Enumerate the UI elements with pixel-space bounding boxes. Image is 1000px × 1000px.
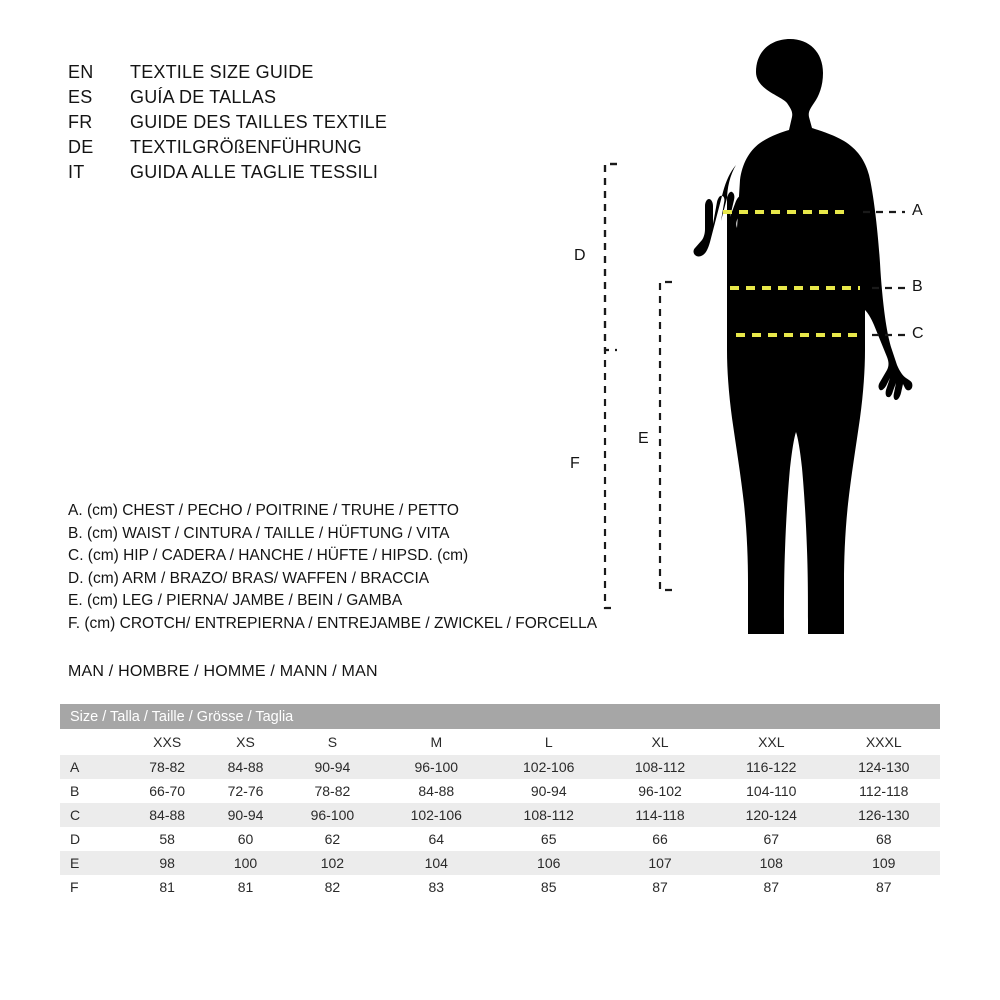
legend-line-f: F. (cm) CROTCH/ ENTREPIERNA / ENTREJAMBE / ZWICKEL / FORCELLA [68,614,598,632]
cell-c-xxs: 84-88 [128,803,206,827]
row-label-e: E [60,851,128,875]
cell-a-m: 96-100 [380,755,492,779]
legend-line-a: A. (cm) CHEST / PECHO / POITRINE / TRUHE / PETTO [68,502,459,519]
cell-f-xl: 87 [605,875,715,899]
title-lang-de: DE [68,137,94,157]
table-row [60,779,940,803]
cell-b-s: 78-82 [285,779,380,803]
col-head-xxs: XXS [128,729,206,755]
title-block [68,62,528,187]
cell-d-xxl: 67 [715,827,827,851]
cell-c-xxxl: 126-130 [828,803,940,827]
table-row [60,755,940,779]
cell-d-xl: 66 [605,827,715,851]
cell-d-xxxl: 68 [828,827,940,851]
callout-label-c: C [912,325,924,342]
table-row [60,827,940,851]
cell-d-xxs: 58 [128,827,206,851]
callout-label-a: A [912,202,923,219]
title-row [68,62,528,87]
cell-a-l: 102-106 [493,755,605,779]
cell-c-l: 108-112 [493,803,605,827]
cell-b-xl: 96-102 [605,779,715,803]
cell-f-l: 85 [493,875,605,899]
table-header-row [60,704,940,729]
cell-a-xl: 108-112 [605,755,715,779]
cell-b-xxxl: 112-118 [828,779,940,803]
cell-b-xxs: 66-70 [128,779,206,803]
table-header-label: Size / Talla / Taille / Grösse / Taglia [60,704,940,729]
col-head-xs: XS [206,729,284,755]
col-head-l: L [493,729,605,755]
col-head-blank [60,729,128,755]
cell-c-xxl: 120-124 [715,803,827,827]
table-row [60,875,940,899]
cell-f-xxl: 87 [715,875,827,899]
cell-f-xxs: 81 [128,875,206,899]
cell-f-xxxl: 87 [828,875,940,899]
legend-line-c: C. (cm) HIP / CADERA / HANCHE / HÜFTE / HIPSD. (cm) [68,547,469,564]
title-lang-fr: FR [68,112,93,132]
title-text-fr: GUIDE DES TAILLES TEXTILE [130,112,388,132]
row-label-b: B [60,779,128,803]
cell-d-l: 65 [493,827,605,851]
title-lang-en: EN [68,62,94,82]
cell-d-m: 64 [380,827,492,851]
cell-e-xxl: 108 [715,851,827,875]
col-head-xxl: XXL [715,729,827,755]
cell-e-xs: 100 [206,851,284,875]
legend-line-e: E. (cm) LEG / PIERNA/ JAMBE / BEIN / GAMBA [68,592,403,609]
cell-a-xxs: 78-82 [128,755,206,779]
cell-f-m: 83 [380,875,492,899]
title-text-es: GUÍA DE TALLAS [130,87,277,107]
title-row [68,162,528,187]
gender-label: MAN / HOMBRE / HOMME / MANN / MAN [68,663,378,680]
row-label-a: A [60,755,128,779]
col-head-s: S [285,729,380,755]
cell-a-s: 90-94 [285,755,380,779]
bracket-d [605,164,617,350]
cell-a-xxxl: 124-130 [828,755,940,779]
col-head-xxxl: XXXL [828,729,940,755]
cell-c-m: 102-106 [380,803,492,827]
cell-e-l: 106 [493,851,605,875]
cell-a-xxl: 116-122 [715,755,827,779]
cell-b-xs: 72-76 [206,779,284,803]
cell-e-s: 102 [285,851,380,875]
title-row [68,137,528,162]
cell-e-m: 104 [380,851,492,875]
cell-e-xxs: 98 [128,851,206,875]
legend-line-d: D. (cm) ARM / BRAZO/ BRAS/ WAFFEN / BRACCIA [68,569,430,587]
legend-block [68,500,688,635]
title-text-en: TEXTILE SIZE GUIDE [130,62,314,82]
col-head-xl: XL [605,729,715,755]
title-row [68,87,528,112]
cell-c-s: 96-100 [285,803,380,827]
cell-e-xxxl: 109 [828,851,940,875]
size-table [60,704,940,899]
legend-line-b: B. (cm) WAIST / CINTURA / TAILLE / HÜFTUNG / VITA [68,524,450,542]
table-row [60,803,940,827]
title-text-de: TEXTILGRÖßENFÜHRUNG [130,137,362,157]
cell-c-xs: 90-94 [206,803,284,827]
cell-d-xs: 60 [206,827,284,851]
title-row [68,112,528,137]
row-label-d: D [60,827,128,851]
cell-f-s: 82 [285,875,380,899]
row-label-f: F [60,875,128,899]
cell-b-l: 90-94 [493,779,605,803]
table-row [60,851,940,875]
title-text-it: GUIDA ALLE TAGLIE TESSILI [130,162,379,182]
cell-e-xl: 107 [605,851,715,875]
cell-b-m: 84-88 [380,779,492,803]
title-lang-it: IT [68,162,85,182]
callout-label-e: E [638,430,649,447]
cell-c-xl: 114-118 [605,803,715,827]
callout-label-f: F [570,455,580,472]
callout-label-d: D [574,247,586,264]
title-lang-es: ES [68,87,93,107]
cell-f-xs: 81 [206,875,284,899]
table-column-head-row [60,729,940,755]
row-label-c: C [60,803,128,827]
cell-b-xxl: 104-110 [715,779,827,803]
cell-a-xs: 84-88 [206,755,284,779]
col-head-m: M [380,729,492,755]
callout-label-b: B [912,278,923,295]
cell-d-s: 62 [285,827,380,851]
